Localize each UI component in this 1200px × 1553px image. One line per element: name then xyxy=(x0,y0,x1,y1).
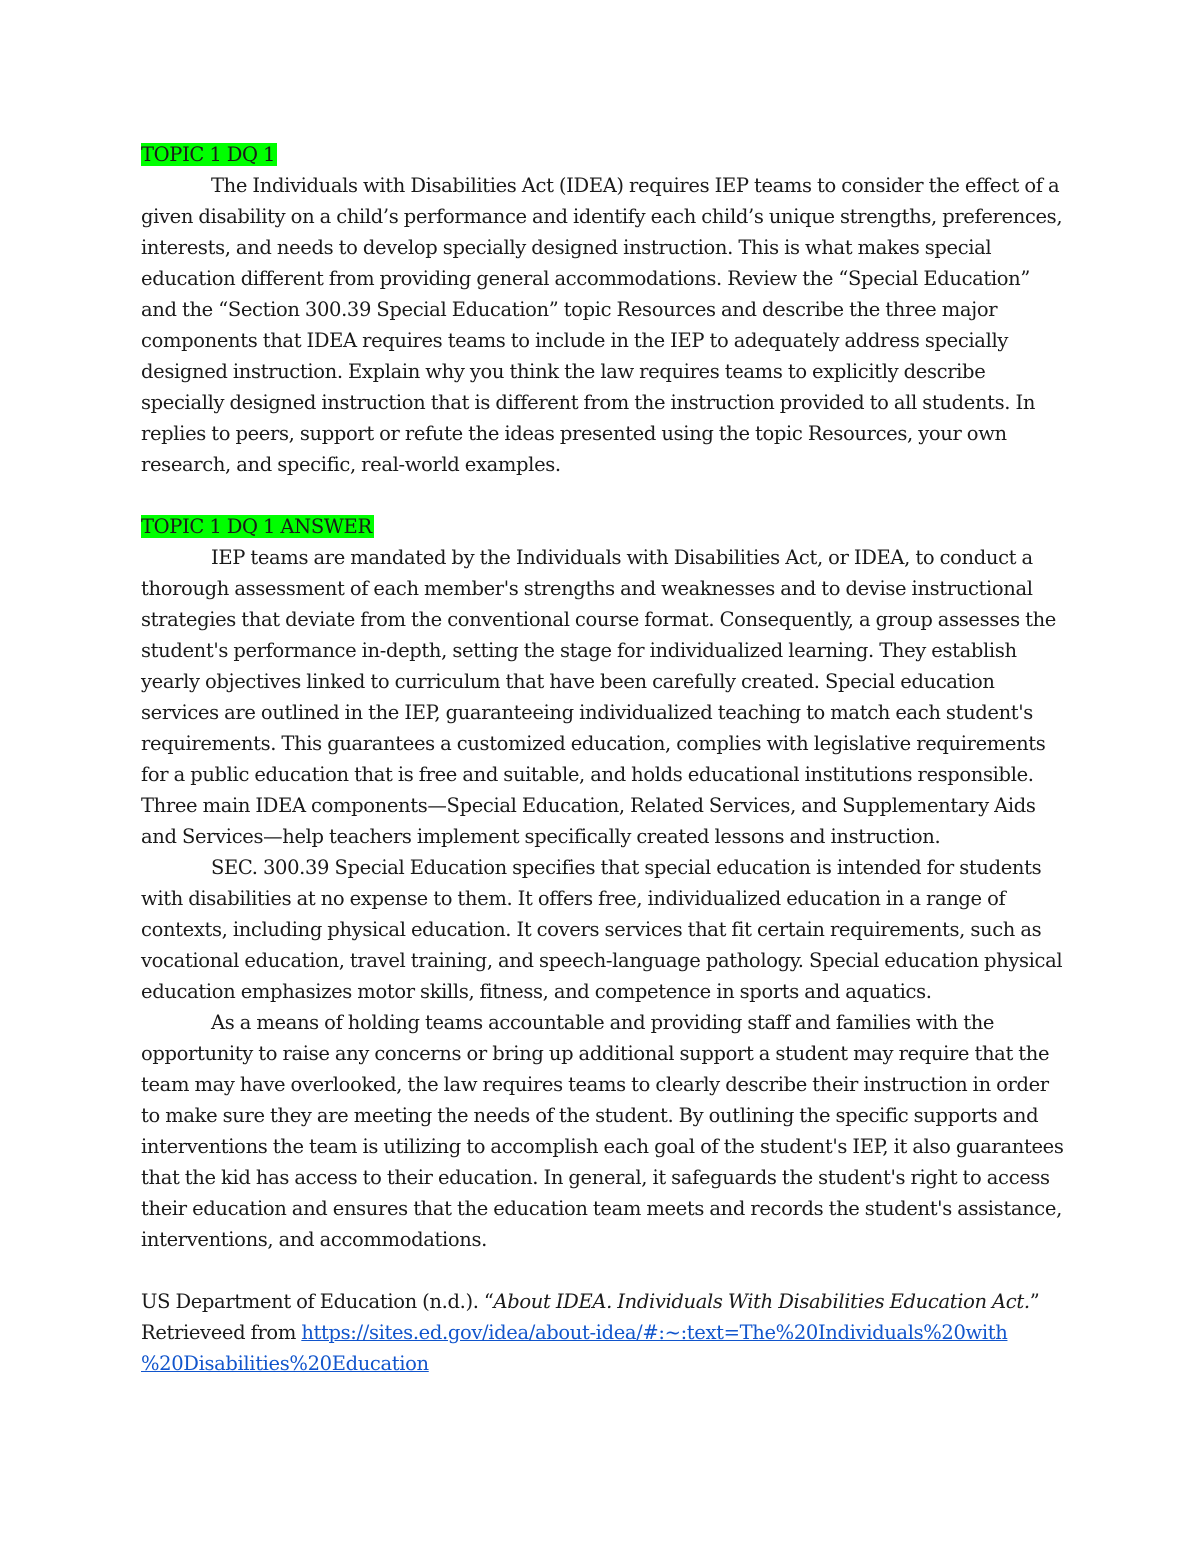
reference-url-line2: %20Disabilities%20Education xyxy=(141,1352,429,1375)
reference-retrieved-label: Retrieveed from xyxy=(141,1321,302,1344)
spacer xyxy=(141,1255,1066,1286)
document-page xyxy=(141,139,1066,1379)
spacer xyxy=(141,480,1066,511)
reference-url-line1: https://sites.ed.gov/idea/about-idea/#:~:text=The%20Individuals%20with xyxy=(301,1321,1008,1344)
answer-heading-highlight: TOPIC 1 DQ 1 ANSWER xyxy=(141,515,372,538)
reference-title-close: ” xyxy=(1029,1290,1040,1313)
answer-paragraph-2: SEC. 300.39 Special Education specifies that special education is intended for students with disabilities at no expense to them. It offers free, individualized education in a range of contexts, including physical education. It covers services that fit certain requirements, such as vocational education, travel training, and speech-language pathology. Special education physical education emphasizes motor skills, fitness, and competence in sports and aquatics. xyxy=(141,856,1063,1003)
reference-author-date: US Department of Education (n.d.). “ xyxy=(141,1290,494,1313)
reference-title: About IDEA. Individuals With Disabilities Education Act. xyxy=(493,1290,1030,1313)
reference-citation xyxy=(141,1286,1066,1317)
answer-heading xyxy=(141,511,1066,542)
answer-paragraph-1: IEP teams are mandated by the Individuals with Disabilities Act, or IDEA, to conduct a thorough assessment of each member's strengths and weaknesses and to devise instructional strategies that deviate from the conventional course format. Consequently, a group assesses the student's performance in-depth, setting the stage for individualized learning. They establish yearly objectives linked to curriculum that have been carefully created. Special education services are outlined in the IEP, guaranteeing individualized teaching to match each student's requirements. This guarantees a customized education, complies with legislative requirements for a public education that is free and suitable, and holds educational institutions responsible. Three main IDEA components—Special Education, Related Services, and Supplementary Aids and Services—help teachers implement specifically created lessons and instruction. xyxy=(141,546,1056,848)
question-heading xyxy=(141,139,1066,170)
question-heading-highlight: TOPIC 1 DQ 1 xyxy=(141,143,276,166)
reference-retrieved xyxy=(141,1317,1066,1379)
answer-paragraph-3: As a means of holding teams accountable and providing staff and families with the opportunity to raise any concerns or bring up additional support a student may require that the team may have overlooked, the law requires teams to clearly describe their instruction in order to make sure they are meeting the needs of the student. By outlining the specific supports and interventions the team is utilizing to accomplish each goal of the student's IEP, it also guarantees that the kid has access to their education. In general, it safeguards the student's right to access their education and ensures that the education team meets and records the student's assistance, interventions, and accommodations. xyxy=(141,1011,1064,1251)
question-paragraph: The Individuals with Disabilities Act (IDEA) requires IEP teams to consider the effect of a given disability on a child’s performance and identify each child’s unique strengths, preferences, interests, and needs to develop specially designed instruction. This is what makes special education different from providing general accommodations. Review the “Special Education” and the “Section 300.39 Special Education” topic Resources and describe the three major components that IDEA requires teams to include in the IEP to adequately address specially designed instruction. Explain why you think the law requires teams to explicitly describe specially designed instruction that is different from the instruction provided to all students. In replies to peers, support or refute the ideas presented using the topic Resources, your own research, and specific, real-world examples. xyxy=(141,174,1063,476)
